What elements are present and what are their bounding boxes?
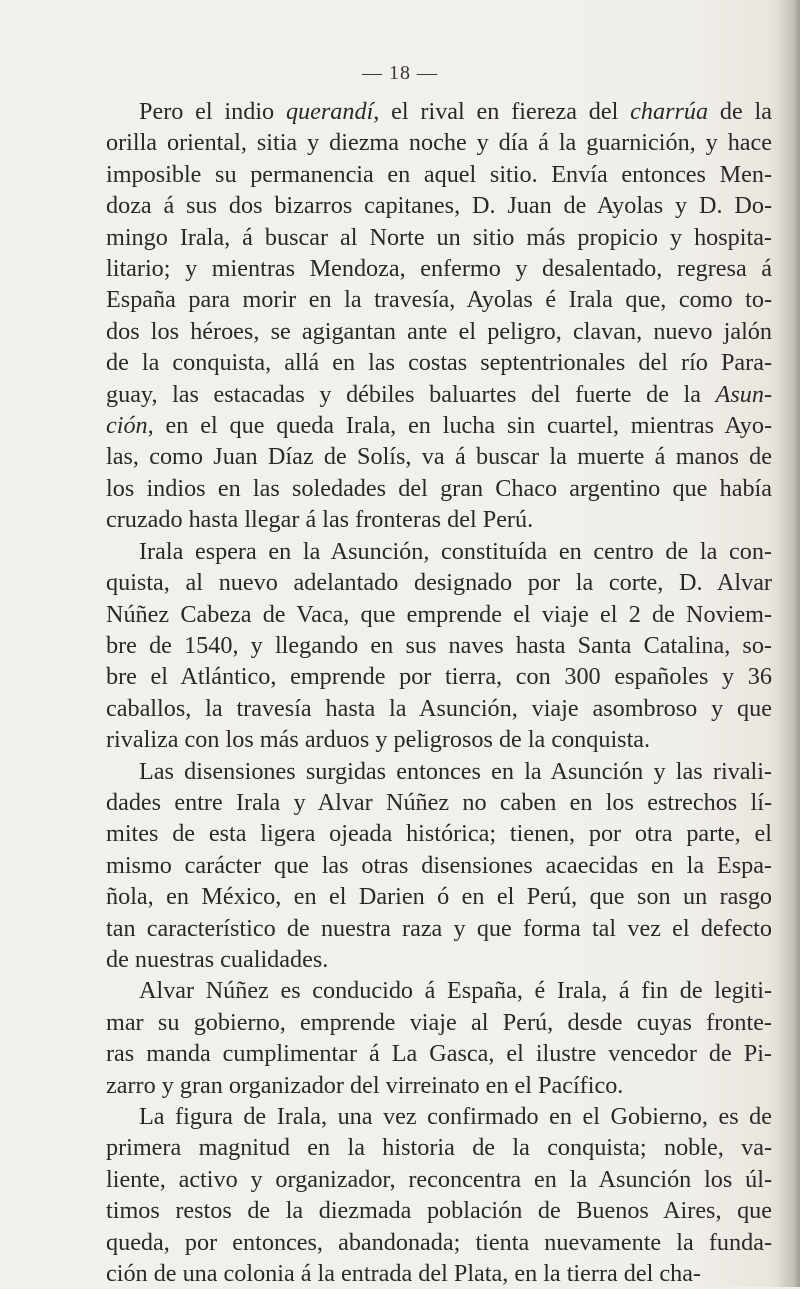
text-run: queda, por entonces, abandonada; tienta nuevamente la funda- xyxy=(106,1228,772,1256)
text-run: La figura de Irala, una vez confirmado en el Gobierno, es de xyxy=(139,1103,772,1130)
text-run: bre de 1540, y llegando en sus naves hasta Santa Catalina, so- xyxy=(106,631,772,659)
text-run: guay, las estacadas y débiles baluartes del fuerte de la xyxy=(106,380,716,408)
text-run: primera magnitud en la historia de la conquista; noble, va- xyxy=(106,1134,772,1162)
text-line xyxy=(106,1070,772,1101)
text-run: ñola, en México, en el Darien ó en el Perú, que son un rasgo xyxy=(106,883,772,911)
text-run: Las disensiones surgidas entonces en la Asunción y las rivali- xyxy=(139,757,772,785)
text-line xyxy=(106,1132,772,1163)
text-line xyxy=(106,881,772,912)
text-run: de la conquista, allá en las costas septentrionales del río Para- xyxy=(106,349,772,377)
text-line xyxy=(106,127,772,158)
text-run: mar su gobierno, emprende viaje al Perú, desde cuyas fronte- xyxy=(106,1008,772,1036)
text-run: Irala espera en la Asunción, constituída en centro de la con- xyxy=(139,537,772,565)
text-line xyxy=(106,818,772,849)
text-run: dades entre Irala y Alvar Núñez no caben en los estrechos lí- xyxy=(106,788,772,816)
text-line xyxy=(106,347,772,378)
text-run: , en el que queda Irala, en lucha sin cuartel, mientras Ayo- xyxy=(147,412,772,440)
paragraph xyxy=(106,756,772,976)
text-run: de la xyxy=(708,98,772,125)
text-line xyxy=(106,724,772,755)
text-line xyxy=(106,756,772,787)
italic-term: ción xyxy=(106,412,148,440)
text-run: bre el Atlántico, emprende por tierra, con 300 españoles y 36 xyxy=(106,663,772,691)
text-run: mismo carácter que las otras disensiones acaecidas en la Espa- xyxy=(106,851,772,879)
text-run: doza á sus dos bizarros capitanes, D. Juan de Ayolas y D. Do- xyxy=(106,192,772,220)
text-line xyxy=(106,693,772,724)
text-run: los indios en las soledades del gran Chaco argentino que había xyxy=(106,474,772,502)
text-line xyxy=(106,253,772,284)
text-line xyxy=(106,1258,772,1289)
text-line xyxy=(106,661,772,692)
text-run: las, como Juan Díaz de Solís, va á buscar la muerte á manos de xyxy=(106,443,772,471)
text-run: orilla oriental, sitia y diezma noche y día á la guarnición, y hace xyxy=(106,129,772,157)
text-run: timos restos de la diezmada población de Buenos Aires, que xyxy=(106,1197,772,1225)
text-run: ción de una colonia á la entrada del Plata, en la tierra del cha- xyxy=(106,1260,701,1288)
text-line xyxy=(106,787,772,818)
text-run: Núñez Cabeza de Vaca, que emprende el viaje el 2 de Noviem- xyxy=(106,600,772,628)
text-run: Alvar Núñez es conducido á España, é Irala, á fin de legiti- xyxy=(139,977,772,1005)
body-text xyxy=(106,96,772,1289)
text-line xyxy=(106,410,772,441)
text-line xyxy=(106,159,772,190)
italic-term: querandí xyxy=(285,98,374,125)
text-run: mingo Irala, á buscar al Norte un sitio más propicio y hospita- xyxy=(106,223,772,251)
text-line xyxy=(106,913,772,944)
text-run: caballos, la travesía hasta la Asunción, viaje asombroso y que xyxy=(106,694,772,722)
text-line xyxy=(106,536,772,567)
text-run: zarro y gran organizador del virreinato en el Pacífico. xyxy=(106,1071,624,1099)
text-line xyxy=(106,1007,772,1038)
text-line xyxy=(106,850,772,881)
text-run: de nuestras cualidades. xyxy=(106,945,329,973)
text-line xyxy=(106,630,772,661)
text-run: dos los héroes, se agigantan ante el peligro, clavan, nuevo jalón xyxy=(106,317,772,345)
text-run: , el rival en fiereza del xyxy=(373,98,631,125)
text-line xyxy=(106,975,772,1006)
text-run: mites de esta ligera ojeada histórica; tienen, por otra parte, el xyxy=(106,820,772,848)
text-line xyxy=(106,473,772,504)
text-run: tan característico de nuestra raza y que forma tal vez el defecto xyxy=(106,914,772,942)
text-line xyxy=(106,1227,772,1258)
text-run: liente, activo y organizador, reconcentra en la Asunción los úl- xyxy=(106,1165,772,1193)
text-run: imposible su permanencia en aquel sitio. Envía entonces Men- xyxy=(106,160,772,188)
text-run: cruzado hasta llegar á las fronteras del Perú. xyxy=(106,506,534,534)
text-line xyxy=(106,441,772,472)
text-line xyxy=(106,1101,772,1132)
text-run: quista, al nuevo adelantado designado por la corte, D. Alvar xyxy=(106,569,772,597)
text-line xyxy=(106,599,772,630)
text-run: litario; y mientras Mendoza, enfermo y desalentado, regresa á xyxy=(106,255,772,283)
text-run: Pero el indio xyxy=(139,98,286,125)
text-line xyxy=(106,190,772,221)
text-line xyxy=(106,284,772,315)
page-edge-shadow xyxy=(778,0,800,1287)
page-number: — 18 — xyxy=(362,62,438,84)
italic-term: Asun- xyxy=(715,380,772,408)
text-run: rivaliza con los más arduos y peligrosos de la conquista. xyxy=(106,726,651,754)
paragraph xyxy=(106,975,772,1101)
paragraph xyxy=(106,536,772,756)
text-line xyxy=(106,504,772,535)
text-line xyxy=(106,1038,772,1069)
text-line xyxy=(106,567,772,598)
italic-term: charrúa xyxy=(630,98,709,125)
text-line xyxy=(106,944,772,975)
text-line xyxy=(106,316,772,347)
text-run: España para morir en la travesía, Ayolas é Irala que, como to- xyxy=(106,286,772,314)
text-run: ras manda cumplimentar á La Gasca, el ilustre vencedor de Pi- xyxy=(106,1040,772,1068)
text-line xyxy=(106,1195,772,1226)
text-line xyxy=(106,96,772,127)
text-line xyxy=(106,222,772,253)
text-line xyxy=(106,1164,772,1195)
paragraph xyxy=(106,1101,772,1289)
text-line xyxy=(106,379,772,410)
paragraph xyxy=(106,96,772,536)
